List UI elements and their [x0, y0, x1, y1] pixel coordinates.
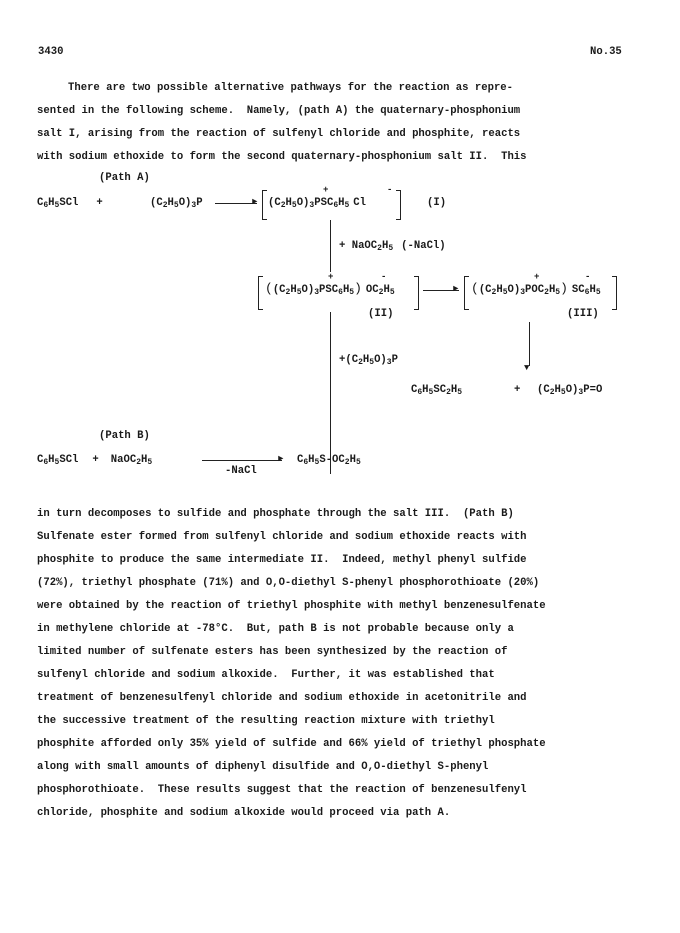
- intro-line-4: with sodium ethoxide to form the second quaternary-phosphonium salt II. This: [37, 151, 527, 163]
- body-line-14: chloride, phosphite and sodium alkoxide would proceed via path A.: [37, 807, 451, 819]
- body-line-6: in methylene chloride at -78°C. But, path B is not probable because only a: [37, 623, 514, 635]
- minus-nacl-label: -NaCl: [225, 465, 257, 477]
- plus-sign: +: [514, 384, 521, 396]
- body-line-9: treatment of benzenesulfenyl chloride and sodium ethoxide in acetonitrile and: [37, 692, 527, 704]
- path-b-reactants: C6H5SCl + NaOC2H5: [37, 454, 153, 467]
- arrow-head-icon: ►: [252, 197, 258, 207]
- bracket-right: [396, 190, 401, 220]
- salt-iii-formula: ((C2H5O)3POC2H5) SC6H5: [471, 281, 601, 297]
- charge-minus: -: [381, 272, 387, 282]
- bracket-right: [414, 276, 419, 310]
- body-line-13: phosphorothioate. These results suggest that the reaction of benzenesulfenyl: [37, 784, 527, 796]
- body-line-2: Sulfenate ester formed from sulfenyl chloride and sodium ethoxide reacts with: [37, 531, 527, 543]
- naoet-step: + NaOC2H5 (-NaCl): [339, 240, 446, 253]
- page-number: 3430: [38, 46, 64, 58]
- charge-plus: +: [534, 272, 540, 282]
- body-line-11: phosphite afforded only 35% yield of sulfide and 66% yield of triethyl phosphate: [37, 738, 546, 750]
- body-line-3: phosphite to produce the same intermediate II. Indeed, methyl phenyl sulfide: [37, 554, 527, 566]
- phosphite-formula: (C2H5O)3P: [150, 197, 203, 210]
- body-line-1: in turn decomposes to sulfide and phosphate through the salt III. (Path B): [37, 508, 514, 520]
- path-a-label: (Path A): [99, 172, 150, 184]
- path-a-vertical-1: [330, 220, 331, 272]
- body-line-12: along with small amounts of diphenyl disulfide and O,O-diethyl S-phenyl: [37, 761, 489, 773]
- phosphate-product: (C2H5O)3P=O: [537, 384, 603, 397]
- intro-line-3: salt I, arising from the reaction of sulfenyl chloride and phosphite, reacts: [37, 128, 521, 140]
- path-a-vertical-3: [529, 322, 530, 366]
- arrow-to-salt-i: [215, 203, 257, 204]
- bracket-right: [612, 276, 617, 310]
- sulfide-product: C6H5SC2H5: [411, 384, 463, 397]
- sulfenate-ester-product: C6H5S-OC2H5: [297, 454, 361, 467]
- charge-minus: -: [387, 185, 393, 195]
- label-ii: (II): [368, 308, 394, 320]
- sulfenyl-chloride-formula: C6H5SCl +: [37, 197, 103, 210]
- issue-number: No.35: [590, 46, 622, 58]
- intro-line-1: There are two possible alternative pathways for the reaction as repre-: [68, 82, 514, 94]
- bracket-left: [464, 276, 469, 310]
- phosphite-step: +(C2H5O)3P: [339, 354, 398, 367]
- label-iii: (III): [567, 308, 599, 320]
- arrow-head-icon: ►: [278, 454, 284, 464]
- arrow-down-icon: ▼: [524, 363, 530, 373]
- bracket-left: [262, 190, 267, 220]
- salt-ii-formula: ((C2H5O)3PSC6H5) OC2H5: [265, 281, 395, 297]
- intro-line-2: sented in the following scheme. Namely, (path A) the quaternary-phosphonium: [37, 105, 521, 117]
- charge-minus: -: [585, 272, 591, 282]
- arrow-head-icon: ►: [453, 284, 459, 294]
- body-line-4: (72%), triethyl phosphate (71%) and O,O-diethyl S-phenyl phosphorothioate (20%): [37, 577, 540, 589]
- path-a-vertical-2: [330, 312, 331, 474]
- arrow-path-b: [202, 460, 282, 461]
- body-line-5: were obtained by the reaction of triethyl phosphite with methyl benzenesulfenate: [37, 600, 546, 612]
- path-b-label: (Path B): [99, 430, 150, 442]
- body-line-10: the successive treatment of the resulting reaction mixture with triethyl: [37, 715, 495, 727]
- label-i: (I): [427, 197, 447, 209]
- body-line-7: limited number of sulfenate esters has been synthesized by the reaction of: [37, 646, 508, 658]
- body-line-8: sulfenyl chloride and sodium alkoxide. Further, it was established that: [37, 669, 495, 681]
- charge-plus: +: [323, 185, 329, 195]
- charge-plus: +: [328, 272, 334, 282]
- bracket-left: [258, 276, 263, 310]
- salt-i-formula: (C2H5O)3PSC6H5 Cl: [268, 197, 367, 210]
